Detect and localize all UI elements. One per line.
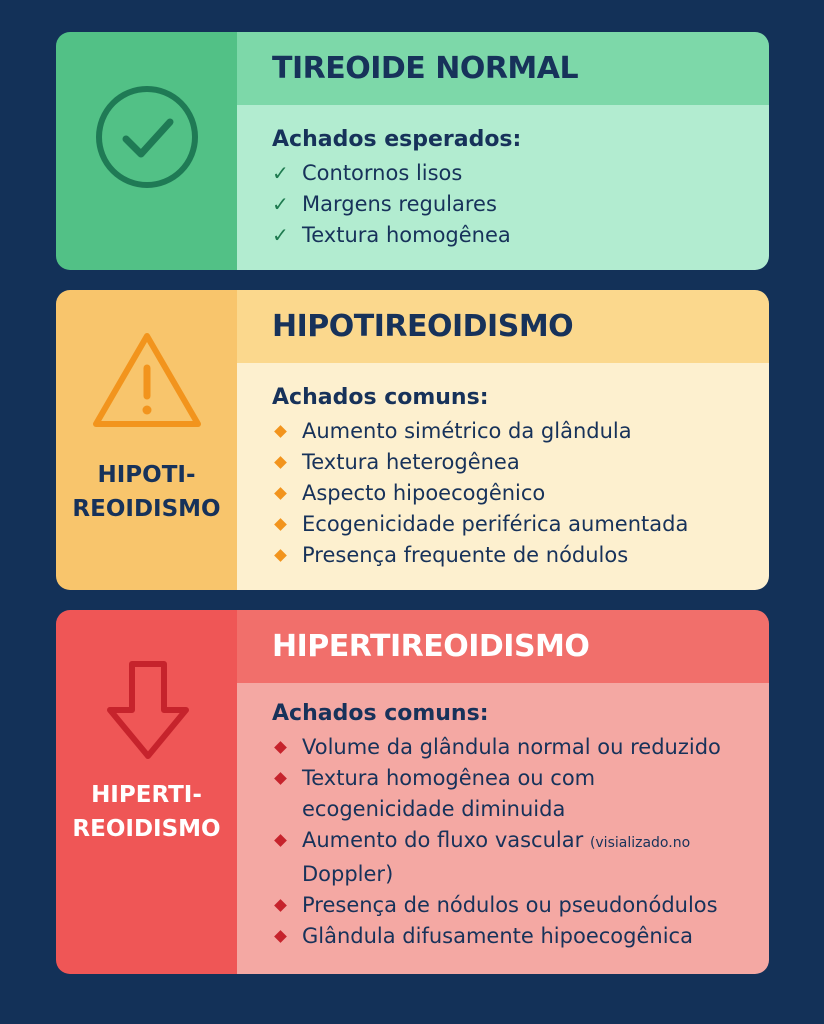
hiper-subtitle: Achados comuns: <box>272 701 489 726</box>
list-item: ✓ Textura homogênea <box>272 220 749 251</box>
hiper-title: HIPERTIREOIDISMO <box>237 610 769 683</box>
normal-subtitle: Achados esperados: <box>272 127 522 152</box>
diamond-bullet-icon <box>274 772 287 785</box>
hiper-side-label: HIPERTI- REOIDISMO <box>72 782 221 842</box>
diamond-bullet-icon <box>274 518 287 531</box>
list-item: Glândula difusamente hipoecogênica <box>272 921 749 952</box>
hipo-side-panel <box>56 290 237 590</box>
hipo-title: HIPOTIREOIDISMO <box>237 290 769 363</box>
normal-title: TIREOIDE NORMAL <box>237 32 769 105</box>
normal-findings-list <box>272 158 749 251</box>
diamond-bullet-icon <box>274 834 287 847</box>
diamond-bullet-icon <box>274 456 287 469</box>
arrow-down-icon <box>104 658 192 762</box>
diamond-bullet-icon <box>274 741 287 754</box>
list-item: Presença de nódulos ou pseudonódulos <box>272 890 749 921</box>
list-item: Textura heterogênea <box>272 447 749 478</box>
check-icon: ✓ <box>272 192 289 216</box>
hipo-subtitle: Achados comuns: <box>272 385 489 410</box>
diamond-bullet-icon <box>274 899 287 912</box>
hiper-findings-list <box>272 732 749 952</box>
doppler-note: (visializado.no <box>589 835 691 851</box>
check-circle-icon <box>94 84 200 190</box>
hipo-card <box>56 290 769 590</box>
list-item: Aumento do fluxo vascular (visializado.no Doppler) <box>272 825 749 890</box>
hiper-card <box>56 610 769 974</box>
list-item: Aumento simétrico da glândula <box>272 416 749 447</box>
list-item: Aspecto hipoecogênico <box>272 478 749 509</box>
list-item: Volume da glândula normal ou reduzido <box>272 732 749 763</box>
check-icon: ✓ <box>272 161 289 185</box>
warning-triangle-icon <box>88 328 206 434</box>
normal-side-panel <box>56 32 237 270</box>
hipo-side-label: HIPOTI- REOIDISMO <box>72 462 221 522</box>
diamond-bullet-icon <box>274 487 287 500</box>
hipo-findings-list <box>272 416 749 571</box>
diamond-bullet-icon <box>274 930 287 943</box>
diamond-bullet-icon <box>274 549 287 562</box>
check-icon: ✓ <box>272 223 289 247</box>
list-item: ✓ Contornos lisos <box>272 158 749 189</box>
hiper-side-panel <box>56 610 237 974</box>
list-item: Presença frequente de nódulos <box>272 540 749 571</box>
diamond-bullet-icon <box>274 425 287 438</box>
list-item: ✓ Margens regulares <box>272 189 749 220</box>
list-item: Ecogenicidade periférica aumentada <box>272 509 749 540</box>
list-item: Textura homogênea ou com ecogenicidade diminuida <box>272 763 749 825</box>
normal-card <box>56 32 769 270</box>
